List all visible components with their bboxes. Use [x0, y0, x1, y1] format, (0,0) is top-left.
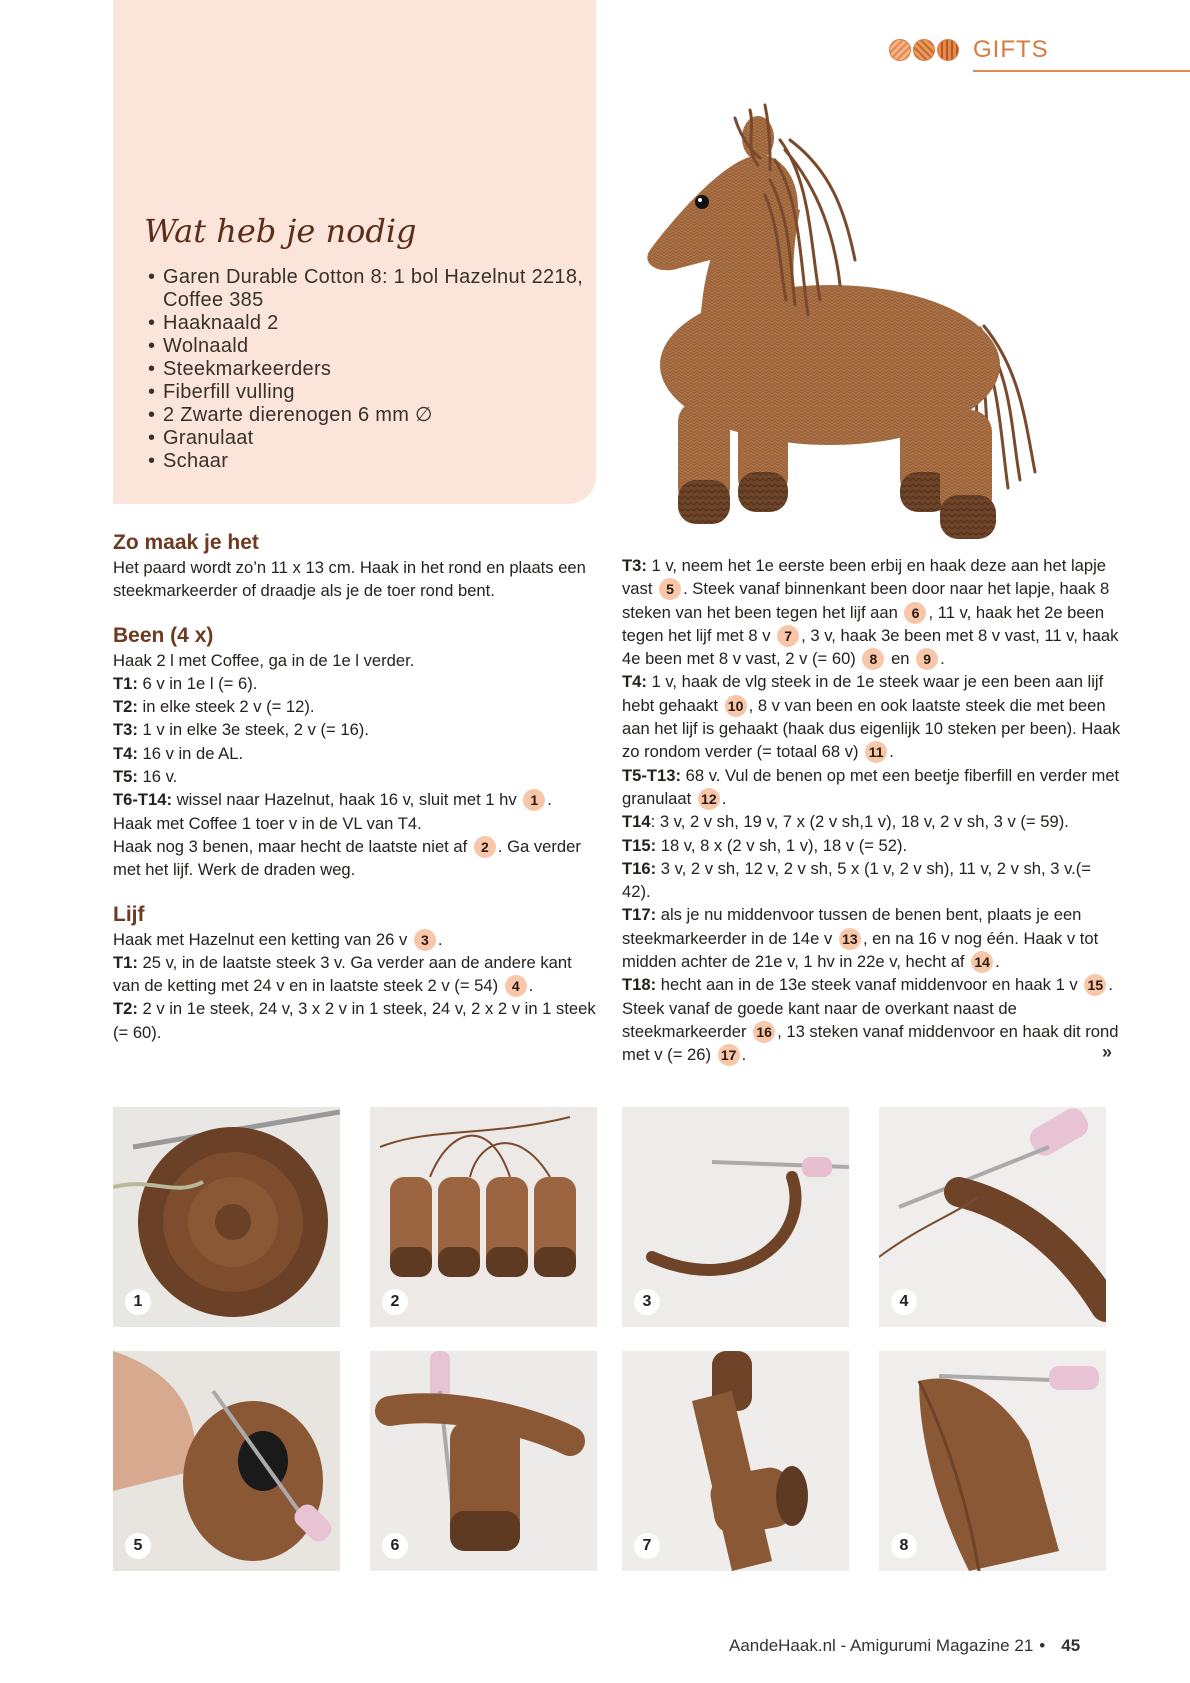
materials-title: Wat heb je nodig [144, 212, 417, 250]
instruction-line: T3: 1 v in elke 3e steek, 2 v (= 16). [113, 720, 369, 740]
list-item: • Garen Durable Cotton 8: 1 bol Hazelnut 2218, Coffee 385 [148, 266, 588, 312]
list-item: • Fiberfill vulling [148, 381, 588, 404]
instruction-line: T5: 16 v. [113, 767, 178, 787]
section-header [889, 36, 1049, 64]
step-badge: 2 [474, 836, 496, 858]
step-photo [622, 1107, 849, 1327]
step-badge: 5 [659, 578, 681, 600]
instruction-line: T18: hecht aan in de 13e steek vanaf middenvoor en haak 1 v 15 . Steek vanaf de goede kant naar de overkant naast de steekmarkeerder 16 , 13 steken vanaf middenvoor en haak dit rond met v (= 26) 17 . [622, 975, 1119, 1065]
instruction-line: T4: 16 v in de AL. [113, 743, 244, 763]
section-heading: Lijf [113, 902, 145, 926]
step-badge: 16 [753, 1021, 775, 1043]
instruction-line: T15: 18 v, 8 x (2 v sh, 1 v), 18 v (= 52). [622, 835, 908, 855]
instruction-line: T16: 3 v, 2 v sh, 12 v, 2 v sh, 5 x (1 v, 2 v sh), 11 v, 2 v sh, 3 v.(= 42). [622, 858, 1091, 902]
header-rule [973, 70, 1190, 72]
step-badge: 1 [523, 789, 545, 811]
step-badge: 14 [971, 951, 993, 973]
step-badge: 10 [725, 695, 747, 717]
step-photo [370, 1351, 597, 1571]
instructions-right [622, 554, 1122, 1067]
step-photo [113, 1107, 340, 1327]
step-photo [113, 1351, 340, 1571]
section-label: GIFTS [973, 36, 1049, 63]
instructions-left [113, 530, 603, 1044]
instruction-line: T1: 25 v, in de laatste steek 3 v. Ga verder aan de andere kant van de ketting met 24 v en in laatste steek 2 v (= 54) 4 . [113, 952, 572, 996]
instruction-line: Haak nog 3 benen, maar hecht de laatste niet af 2 . Ga verder met het lijf. Werk de draden weg. [113, 836, 581, 880]
step-badge: 4 [505, 975, 527, 997]
list-item: • 2 Zwarte dierenogen 6 mm ∅ [148, 404, 588, 427]
instruction-line: T4: 1 v, haak de vlg steek in de 1e steek waar je een been aan lijf hebt gehaakt 10 , 8 v van been en ook laatste steek die met been aan het lijf is gehaakt (haak dus eigenlijk 10 steken per been). Haak zo rondom verder (= totaal 68 v) 11 . [622, 672, 1121, 762]
step-badge: 7 [777, 625, 799, 647]
instruction-line: T3: 1 v, neem het 1e eerste been erbij en haak deze aan het lapje vast 5 . Steek vanaf binnenkant been door naar het lapje, haak 8 steken van het been tegen het lijf aan 6 , 11 v, haak het 2e been tegen het lijf met 8 v 7 , 3 v, haak 3e been met 8 v vast, 11 v, haak 4e been met 8 v vast, 2 v (= 60) 8 en 9 . [622, 556, 1119, 669]
instruction-line: T5-T13: 68 v. Vul de benen op met een beetje fiberfill en verder met granulaat 12 . [622, 765, 1120, 808]
step-badge: 9 [916, 648, 938, 670]
step-badge: 13 [839, 928, 861, 950]
yarn-ball-icon [937, 39, 959, 61]
photo-number: 4 [891, 1289, 917, 1315]
step-badge: 6 [904, 602, 926, 624]
yarn-ball-icon [889, 39, 911, 61]
photo-number: 1 [125, 1289, 151, 1315]
page-footer: AandeHaak.nl - Amigurumi Magazine 21 • 45 [729, 1636, 1081, 1655]
step-photo [622, 1351, 849, 1571]
step-photo [879, 1107, 1106, 1327]
photo-number: 8 [891, 1533, 917, 1559]
step-badge: 12 [698, 788, 720, 810]
instruction-line: Haak 2 l met Coffee, ga in de 1e l verder. [113, 650, 415, 670]
step-badge: 17 [718, 1044, 740, 1066]
photo-number: 3 [634, 1289, 660, 1315]
photo-number: 5 [125, 1533, 151, 1559]
instruction-line: T2: in elke steek 2 v (= 12). [113, 697, 315, 717]
list-item: • Steekmarkeerders [148, 358, 588, 381]
horse-photo [640, 100, 1100, 548]
step-badge: 8 [862, 648, 884, 670]
instruction-line: T6-T14: wissel naar Hazelnut, haak 16 v, sluit met 1 hv 1 . [113, 790, 552, 810]
instruction-line: Haak met Hazelnut een ketting van 26 v 3 . [113, 929, 443, 949]
section-heading: Been (4 x) [113, 623, 214, 647]
instruction-line: T17: als je nu middenvoor tussen de benen bent, plaats je een steekmarkeerder in de 14e v 13 , en na 16 v nog één. Haak v tot midden achter de 21e v, 1 hv in 22e v, hecht af 14 . [622, 905, 1099, 972]
step-badge: 3 [414, 929, 436, 951]
list-item: • Schaar [148, 450, 588, 473]
photo-number: 6 [382, 1533, 408, 1559]
materials-list [148, 266, 588, 473]
instruction-line: T2: 2 v in 1e steek, 24 v, 3 x 2 v in 1 steek, 24 v, 2 x 2 v in 1 steek (= 60). [113, 999, 596, 1042]
instruction-line: Haak met Coffee 1 toer v in de VL van T4. [113, 813, 422, 833]
photo-number: 7 [634, 1533, 660, 1559]
list-item: • Haaknaald 2 [148, 312, 588, 335]
step-photo [879, 1351, 1106, 1571]
instruction-line: T14: 3 v, 2 v sh, 19 v, 7 x (2 v sh,1 v), 18 v, 2 v sh, 3 v (= 59). [622, 812, 1069, 832]
footer-site: AandeHaak.nl - Amigurumi Magazine 21 [729, 1636, 1034, 1655]
step-badge: 15 [1084, 974, 1106, 996]
intro-text: Het paard wordt zo’n 11 x 13 cm. Haak in het rond en plaats een steekmarkeerder of draadje als je de toer rond bent. [113, 558, 586, 601]
page-number: 45 [1061, 1636, 1081, 1655]
photo-number: 2 [382, 1289, 408, 1315]
step-photo [370, 1107, 597, 1327]
section-heading: Zo maak je het [113, 531, 259, 554]
list-item: • Wolnaald [148, 335, 588, 358]
continue-arrow: » [1102, 1042, 1113, 1062]
list-item: • Granulaat [148, 427, 588, 450]
instruction-line: T1: 6 v in 1e l (= 6). [113, 673, 258, 693]
yarn-ball-icon [913, 39, 935, 61]
step-badge: 11 [865, 741, 887, 763]
